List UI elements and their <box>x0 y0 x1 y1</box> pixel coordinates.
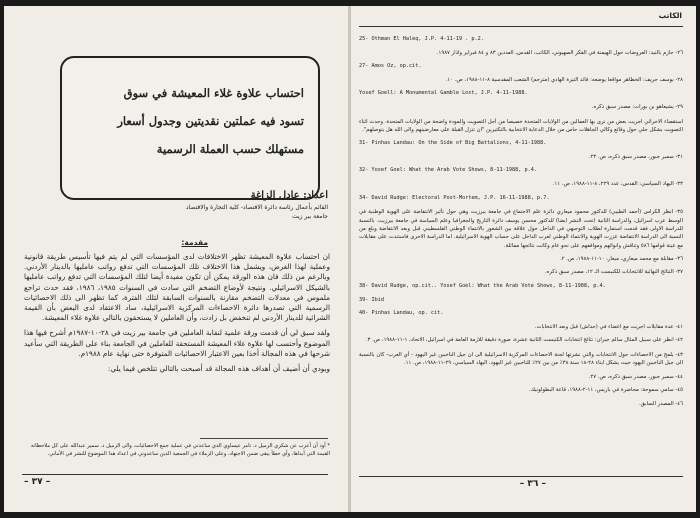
reference-item: ٤١- عدة مقابلات اجريت مع اعضاء في (حداش) قبل وبعد الانتخابات. <box>534 323 683 330</box>
reference-item: 27- Amos Oz, op.cit. <box>359 63 422 70</box>
page-number-left: – ٣٧ – <box>24 477 51 487</box>
reference-item: 38- David Rudge, op.cit.. Yosef Goel: What the Arab Vote Shows, 8-11-1988, p.4. <box>359 283 606 289</box>
footnote: * أود أن أعرب عن شكري الزميل د. تامر عيساوي الذي ساعدني في عملية جمع الاحصائيات، والى الزميل د. سمير عبدالله على كل ملاحظاته القيمة التي أبداها، وأي خطأ يبقى ضمن الاجتهاد، وعلى الزملاء في الجمعية الذين ساعدوني في اعداد هذا الموضوع للنشر في الأماني. <box>30 443 330 457</box>
header-rule <box>359 26 683 27</box>
article-title-line-2: تسود فيه عملتين نقديتين وجدول أسعار <box>117 114 304 128</box>
reference-item: ٣٧- النتائج النهائية للانتخابات للكنيست الـ ١٢، مصدر سبق ذكره. <box>544 269 683 276</box>
reference-item: ٣٣- اليهاد السياسي: القدس، عدد ٢٢٩، ٨-١١-١٩٨٨، ص. ١١. <box>552 181 683 187</box>
reference-item: ٢٨- يوسف حريف: الخطاهر مواقعا يوضعه: قائد التيرة الهادي (مترجم) الشعب المقدسية ٨-١١-١٩٨٨، ص. ١٠. <box>445 76 683 83</box>
body-paragraph-1: ان احتساب علاوة المعيشة تظهر الاختلافات لدى المؤسسات التي لم يتم فيها تأسيس طريقة قانونية وعملية لهذا الغرض، ويشمل هذا الاختلاف تلك المؤسسات التي تدفع رواتب عامليها بالدينار الأردني. وبالرغم من ذلك فان هذه الورقة يمكن أن تكون مفيدة أيضا لتلك المؤسسات التي تدفع رواتب عامليها بالشيكل الاسرائيلي. ونتيجة لأوضاع التضخم التي سادت في السنوات ١٩٨٥، ١٩٨٦، فقد حدث تراجع ملموس في معدلات التضخم مقارنة بالسنوات السابقة لتلك الفترة، كما تظهر الى ذلك الاحصائيات الرسمية التي تصدرها دائرة الاحصاءات المركزية الاسرائيلية، ساد الاعتقاد لدى البعض بأن القيمة الشرائية للدينار الأردني لم تنخفض بل زادت، وأن العاملين لا يستحقون بالتالي علاوة غلاء المعيشة. <box>24 252 331 323</box>
left-page <box>4 6 348 512</box>
footer-rule-left <box>22 474 328 475</box>
reference-item: ٤٤- سمير جبور، مصدر سبق ذكره، ص. ٢٧. <box>588 373 683 380</box>
page-number-right: – ٣٦ – <box>519 479 546 489</box>
reference-item: ٣٦- مقابلة مع محمد ميعاري، ميعار، ١٠-١١-١٩٨٨، ص. ٢. <box>560 255 683 262</box>
reference-item: ٤٣- يلمح من الاحصاءات حول الانتخابات والتي نشرتها لجنة الاحصاءات المركزية الاسرائيلية الى ان جيل الناخبين غير اليهود - أي العرب- كان بالنسبة الى جيل الناخبين اليهود حيث يشكل ابناء ٢٨-١٨ سنة ٣٨٪ من بين ٢٧٪ للناخبين غير اليهود، اليهاد السياسي، ٢٩-١١-١٩٨٨، ص. ١١. <box>359 352 683 367</box>
author-affiliation-1: القائم بأعمال رئاسة دائرة الاقتصاد- كلية التجارة والاقتصاد <box>185 204 328 211</box>
intro-heading: مقدمة: <box>181 238 208 247</box>
reference-item: ٢٩- يشيعاهو بن بورات: مصدر سبق ذكره. <box>591 104 683 110</box>
reference-item: 25- Othman El Haleq, J.P. 4-11-19 . p.2. <box>359 36 484 42</box>
reference-item: ٤٦- المصدر السابق. <box>638 400 683 407</box>
author-affiliation-2: جامعة بير زيت <box>292 213 328 220</box>
reference-item: ٢٦- حازم بالنيد: العروضات حول الهيمنة في الفكر الصهيوني، الكاتب، القدس، العددين ٨٣ و ٨٤ فبراير وآذار ١٩٨٧. <box>436 49 683 56</box>
article-title-box <box>60 56 320 200</box>
reference-item: ٤٥- سامي سموحة: محاضرة في باريس، ١١-٢-١٩٨٨، قاعة البطولونيك. <box>528 387 683 394</box>
reference-item: 34- David Rudge: Electoral Post-Mortem, J.P. 16-11-1988, p.7. <box>359 194 550 201</box>
reference-item: ٤٢- انظر على سبيل المثال سالم جبران: نتائج انتخابات الكنيست الثانية عشرة، صورة دقيقة للأزمة العامة في اسرائيل، الاتحاد، ١-١١-١٩٨٨، ص. ٣. <box>365 337 683 344</box>
reference-item: ٣١- سمير جبور، مصدر سبق ذكره، ص. ٢٣. <box>588 153 683 160</box>
right-page <box>351 6 696 512</box>
footer-rule-right <box>359 476 683 477</box>
author-line: اعداد: عادل الزاغة <box>250 190 328 201</box>
reference-item: ٣٥- انظر الكراس (أحمد الطيبي) للدكتور محمود ميعاري دائرة علم الاجتماع في جامعة بيرزيت وهي حول تأثير الانتفاضة على الهوية الوطنية في الوسط عرب اسرائيل، والدراسة الثانية (تحت النشر ايضا) للدكتور محسن يوسف دائرة التاريخ والجغرافيا وعلم السياسة في جامعة بيرزيت. بالنسبة للدراسة الاولى فقد قدمت استمارة لطلاب التوجيهي في الداخل حول علاقة بين الشعور بالانتماء الوطني الفلسطيني قبل وبعد الانتفاضة وبلغ من النسبة الى الدراسة الانتفاضة عززت الهوية والانتماء الوطني لعرب الداخل على حساب الهوية الاسرائيلية. اما الدراسة الاخرى فاستندت على مقابلات مع عينة قوامها ٥٨٦ وتناقش وانوائهم ومواقفهم على نحو عام وكانت نتائجها مماثلة. <box>359 209 683 249</box>
body-paragraph-3: وبودي أن أضيف أن أهداف هذه المجالة قد أصبحت بالتالي تتلخص فيما يلي: <box>107 364 330 374</box>
article-body <box>24 252 330 379</box>
reference-item: 31- Pinhas Landau: On the Side of Big Battalions, 4-11-1988. <box>359 140 547 147</box>
reference-item: Yosef Goell: A Monumental Gamble Lost, J.P. 4-11-1988. <box>359 90 528 97</box>
reference-item: 39- Ibid <box>359 296 384 303</box>
reference-item: استقصاء الاجرائي اجريت بعض من نرى بها العمالين من الولايات المتحدة خصيصا من أجل التصويت والمودة واضحة من الولايات المتحدة. وحدث اثناء التصويت بشكل جلي حول وقائع وكالي الجاهلات حاس من خلال الدعاية الانتخابية بالتكتيرين "ان تنزل القبلة على معارضينهم والى الله هل يتوصلهم". <box>359 118 683 133</box>
footnote-divider <box>200 438 328 439</box>
reference-item: 32- Yosef Goel: What the Arab Vote Shows, 8-11-1988, p.4. <box>359 167 538 174</box>
running-header-title: الكاتب <box>658 11 682 20</box>
reference-item: 40- Pinhas Landau, op. cit. <box>359 310 444 317</box>
article-title-line-1: احتساب علاوة غلاء المعيشة في سوق <box>123 86 304 100</box>
book-spread <box>4 6 696 512</box>
body-paragraph-2: ولقد سبق لي أن قدمت ورقة علمية لنقابة العاملين في جامعة بير زيت في ٢٨-١٠-١٩٨٧م أشرح فيها هذا الموضوع وأحتسب لها علاوة غلاء المعيشة المستحقة للعاملين في الجامعة بناء على الطريقة التي سأعيد شرحها في هذه المجالة أخذا بعين الاعتبار الاحصائيات المتوفرة حتى نهاية عام ١٩٨٨م. <box>24 328 330 358</box>
article-title-line-3: مستهلك حسب العملة الرسمية <box>156 142 304 156</box>
